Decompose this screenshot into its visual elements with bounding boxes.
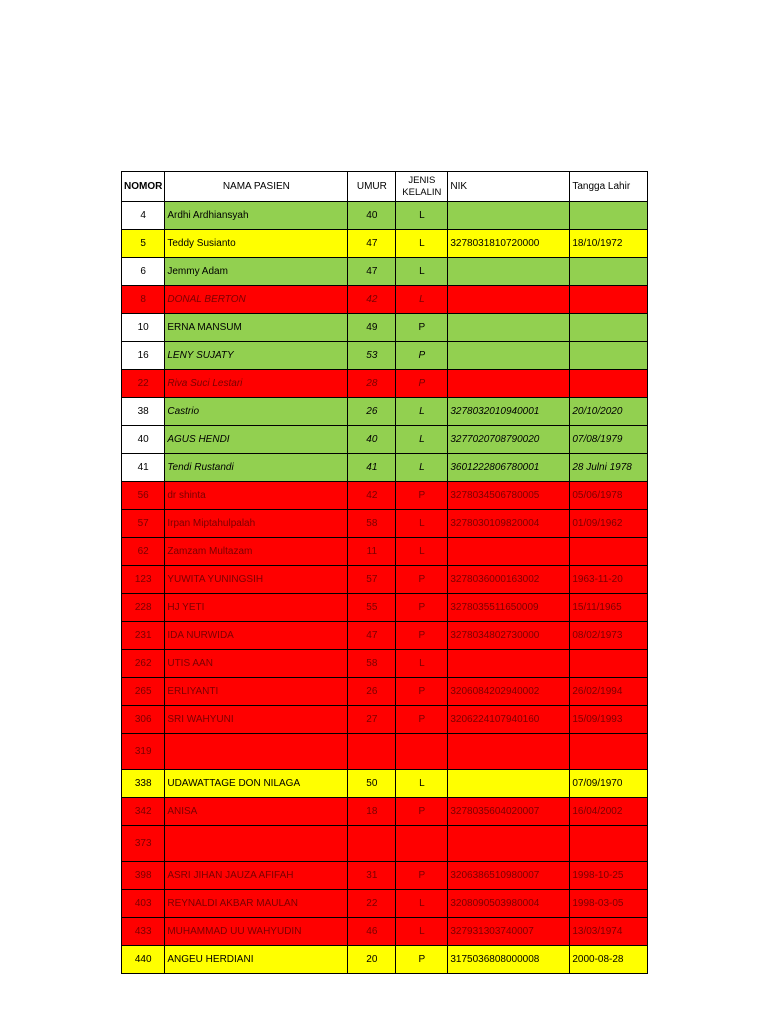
- cell-nama-pasien: DONAL BERTON: [165, 286, 348, 314]
- cell-nik: [448, 202, 570, 230]
- header-umur: UMUR: [348, 172, 396, 202]
- table-row: [122, 918, 648, 946]
- cell-nik: 3278034802730000: [448, 622, 570, 650]
- table-row: [122, 538, 648, 566]
- cell-nomor: 373: [122, 826, 165, 862]
- table-row: [122, 426, 648, 454]
- cell-umur: 20: [348, 946, 396, 974]
- cell-nik: [448, 538, 570, 566]
- cell-umur: 49: [348, 314, 396, 342]
- cell-nomor: 440: [122, 946, 165, 974]
- cell-nik: [448, 286, 570, 314]
- cell-nik: 3277020708790020: [448, 426, 570, 454]
- cell-nomor: 319: [122, 734, 165, 770]
- cell-jenis-kelamin: P: [396, 314, 448, 342]
- cell-nik: 3278032010940001: [448, 398, 570, 426]
- cell-umur: 11: [348, 538, 396, 566]
- cell-umur: 40: [348, 202, 396, 230]
- cell-nik: [448, 650, 570, 678]
- table-row: [122, 622, 648, 650]
- table-row: [122, 890, 648, 918]
- cell-umur: 31: [348, 862, 396, 890]
- cell-tanggal-lahir: [570, 650, 648, 678]
- cell-nomor: 40: [122, 426, 165, 454]
- header-jenis-kelamin: JENIS KELALIN: [396, 172, 448, 202]
- cell-nomor: 41: [122, 454, 165, 482]
- cell-nomor: 231: [122, 622, 165, 650]
- cell-tanggal-lahir: 15/11/1965: [570, 594, 648, 622]
- cell-umur: 27: [348, 706, 396, 734]
- cell-tanggal-lahir: 07/09/1970: [570, 770, 648, 798]
- cell-nama-pasien: AGUS HENDI: [165, 426, 348, 454]
- cell-tanggal-lahir: 05/06/1978: [570, 482, 648, 510]
- cell-jenis-kelamin: P: [396, 370, 448, 398]
- cell-nomor: 5: [122, 230, 165, 258]
- cell-nomor: 398: [122, 862, 165, 890]
- cell-nama-pasien: ERLIYANTI: [165, 678, 348, 706]
- cell-nama-pasien: Tendi Rustandi: [165, 454, 348, 482]
- cell-nomor: 10: [122, 314, 165, 342]
- cell-umur: [348, 826, 396, 862]
- cell-jenis-kelamin: L: [396, 426, 448, 454]
- table-row: [122, 946, 648, 974]
- cell-jenis-kelamin: L: [396, 258, 448, 286]
- cell-nama-pasien: [165, 734, 348, 770]
- cell-nik: [448, 314, 570, 342]
- cell-nama-pasien: [165, 826, 348, 862]
- cell-nama-pasien: dr shinta: [165, 482, 348, 510]
- cell-nomor: 403: [122, 890, 165, 918]
- cell-nik: 3278034506780005: [448, 482, 570, 510]
- header-nomor: NOMOR: [122, 172, 165, 202]
- cell-tanggal-lahir: 01/09/1962: [570, 510, 648, 538]
- cell-jenis-kelamin: P: [396, 622, 448, 650]
- cell-umur: 47: [348, 230, 396, 258]
- cell-tanggal-lahir: 15/09/1993: [570, 706, 648, 734]
- cell-umur: 40: [348, 426, 396, 454]
- cell-nama-pasien: ANGEU HERDIANI: [165, 946, 348, 974]
- table-row: [122, 258, 648, 286]
- cell-nomor: 16: [122, 342, 165, 370]
- header-row: [122, 172, 648, 202]
- cell-nomor: 262: [122, 650, 165, 678]
- cell-tanggal-lahir: [570, 734, 648, 770]
- cell-jenis-kelamin: L: [396, 202, 448, 230]
- cell-umur: 41: [348, 454, 396, 482]
- table-row: [122, 230, 648, 258]
- header-nama-pasien: NAMA PASIEN: [165, 172, 348, 202]
- cell-nama-pasien: REYNALDI AKBAR MAULAN: [165, 890, 348, 918]
- cell-nama-pasien: UTIS AAN: [165, 650, 348, 678]
- cell-jenis-kelamin: L: [396, 770, 448, 798]
- cell-nama-pasien: IDA NURWIDA: [165, 622, 348, 650]
- cell-nomor: 342: [122, 798, 165, 826]
- cell-tanggal-lahir: 1963-11-20: [570, 566, 648, 594]
- cell-jenis-kelamin: L: [396, 890, 448, 918]
- cell-nik: [448, 258, 570, 286]
- cell-nomor: 4: [122, 202, 165, 230]
- cell-nik: 3278035604020007: [448, 798, 570, 826]
- cell-jenis-kelamin: L: [396, 510, 448, 538]
- header-nik: NIK: [448, 172, 570, 202]
- table-row: [122, 510, 648, 538]
- cell-tanggal-lahir: 16/04/2002: [570, 798, 648, 826]
- cell-nik: 3601222806780001: [448, 454, 570, 482]
- cell-umur: 47: [348, 258, 396, 286]
- cell-nomor: 62: [122, 538, 165, 566]
- header-tanggal-lahir: Tangga Lahir: [570, 172, 648, 202]
- cell-nama-pasien: ASRI JIHAN JAUZA AFIFAH: [165, 862, 348, 890]
- cell-nama-pasien: ANISA: [165, 798, 348, 826]
- table-row: [122, 482, 648, 510]
- table-row: [122, 826, 648, 862]
- cell-nomor: 265: [122, 678, 165, 706]
- cell-tanggal-lahir: 07/08/1979: [570, 426, 648, 454]
- cell-tanggal-lahir: [570, 342, 648, 370]
- cell-jenis-kelamin: L: [396, 230, 448, 258]
- cell-nik: 3208090503980004: [448, 890, 570, 918]
- cell-umur: 42: [348, 482, 396, 510]
- cell-jenis-kelamin: P: [396, 342, 448, 370]
- cell-tanggal-lahir: [570, 286, 648, 314]
- cell-jenis-kelamin: L: [396, 398, 448, 426]
- cell-nik: 3278030109820004: [448, 510, 570, 538]
- cell-jenis-kelamin: P: [396, 482, 448, 510]
- cell-nik: 3206084202940002: [448, 678, 570, 706]
- table-row: [122, 678, 648, 706]
- table-row: [122, 202, 648, 230]
- cell-nik: [448, 826, 570, 862]
- cell-umur: 46: [348, 918, 396, 946]
- cell-nama-pasien: Riva Suci Lestari: [165, 370, 348, 398]
- table-row: [122, 706, 648, 734]
- table-row: [122, 454, 648, 482]
- table-row: [122, 314, 648, 342]
- cell-tanggal-lahir: 20/10/2020: [570, 398, 648, 426]
- table-row: [122, 342, 648, 370]
- table-row: [122, 286, 648, 314]
- cell-tanggal-lahir: 13/03/1974: [570, 918, 648, 946]
- cell-tanggal-lahir: 26/02/1994: [570, 678, 648, 706]
- table-row: [122, 650, 648, 678]
- table-row: [122, 770, 648, 798]
- cell-nama-pasien: Zamzam Multazam: [165, 538, 348, 566]
- table-row: [122, 594, 648, 622]
- cell-jenis-kelamin: P: [396, 946, 448, 974]
- cell-nik: [448, 370, 570, 398]
- cell-nomor: 22: [122, 370, 165, 398]
- cell-jenis-kelamin: L: [396, 538, 448, 566]
- cell-jenis-kelamin: L: [396, 454, 448, 482]
- cell-nik: 3206224107940160: [448, 706, 570, 734]
- cell-tanggal-lahir: 2000-08-28: [570, 946, 648, 974]
- cell-nik: 3175036808000008: [448, 946, 570, 974]
- cell-umur: 26: [348, 398, 396, 426]
- cell-tanggal-lahir: [570, 538, 648, 566]
- cell-umur: 18: [348, 798, 396, 826]
- patient-table: [121, 171, 648, 974]
- cell-jenis-kelamin: P: [396, 594, 448, 622]
- cell-jenis-kelamin: P: [396, 566, 448, 594]
- cell-umur: [348, 734, 396, 770]
- cell-umur: 42: [348, 286, 396, 314]
- cell-nama-pasien: Ardhi Ardhiansyah: [165, 202, 348, 230]
- cell-nama-pasien: Jemmy Adam: [165, 258, 348, 286]
- cell-nama-pasien: ERNA MANSUM: [165, 314, 348, 342]
- cell-tanggal-lahir: [570, 258, 648, 286]
- cell-nomor: 6: [122, 258, 165, 286]
- cell-nama-pasien: MUHAMMAD UU WAHYUDIN: [165, 918, 348, 946]
- table-body: [122, 202, 648, 974]
- cell-tanggal-lahir: 1998-10-25: [570, 862, 648, 890]
- cell-nama-pasien: SRI WAHYUNI: [165, 706, 348, 734]
- cell-nik: 3206386510980007: [448, 862, 570, 890]
- cell-jenis-kelamin: P: [396, 706, 448, 734]
- cell-umur: 22: [348, 890, 396, 918]
- cell-nik: [448, 342, 570, 370]
- cell-tanggal-lahir: [570, 202, 648, 230]
- cell-tanggal-lahir: 28 Julni 1978: [570, 454, 648, 482]
- cell-umur: 47: [348, 622, 396, 650]
- cell-tanggal-lahir: 1998-03-05: [570, 890, 648, 918]
- cell-nomor: 123: [122, 566, 165, 594]
- cell-nik: 3278036000163002: [448, 566, 570, 594]
- cell-jenis-kelamin: L: [396, 650, 448, 678]
- cell-umur: 50: [348, 770, 396, 798]
- table-row: [122, 566, 648, 594]
- cell-nomor: 56: [122, 482, 165, 510]
- cell-nama-pasien: LENY SUJATY: [165, 342, 348, 370]
- cell-nama-pasien: YUWITA YUNINGSIH: [165, 566, 348, 594]
- cell-nik: 3278035511650009: [448, 594, 570, 622]
- cell-nik: [448, 734, 570, 770]
- cell-tanggal-lahir: [570, 314, 648, 342]
- cell-umur: 26: [348, 678, 396, 706]
- cell-nik: 3278031810720000: [448, 230, 570, 258]
- cell-nama-pasien: HJ YETI: [165, 594, 348, 622]
- cell-umur: 55: [348, 594, 396, 622]
- cell-nomor: 38: [122, 398, 165, 426]
- cell-umur: 57: [348, 566, 396, 594]
- cell-jenis-kelamin: [396, 734, 448, 770]
- cell-nama-pasien: Castrio: [165, 398, 348, 426]
- table-row: [122, 370, 648, 398]
- cell-umur: 58: [348, 510, 396, 538]
- cell-jenis-kelamin: P: [396, 798, 448, 826]
- cell-jenis-kelamin: P: [396, 678, 448, 706]
- table-row: [122, 734, 648, 770]
- cell-nama-pasien: Irpan Miptahulpalah: [165, 510, 348, 538]
- cell-nik: [448, 770, 570, 798]
- cell-tanggal-lahir: 08/02/1973: [570, 622, 648, 650]
- cell-jenis-kelamin: L: [396, 918, 448, 946]
- cell-nomor: 306: [122, 706, 165, 734]
- cell-nama-pasien: UDAWATTAGE DON NILAGA: [165, 770, 348, 798]
- cell-umur: 58: [348, 650, 396, 678]
- cell-tanggal-lahir: 18/10/1972: [570, 230, 648, 258]
- cell-nomor: 57: [122, 510, 165, 538]
- cell-jenis-kelamin: P: [396, 862, 448, 890]
- cell-nomor: 338: [122, 770, 165, 798]
- cell-umur: 53: [348, 342, 396, 370]
- cell-umur: 28: [348, 370, 396, 398]
- table-row: [122, 798, 648, 826]
- cell-jenis-kelamin: L: [396, 286, 448, 314]
- cell-tanggal-lahir: [570, 826, 648, 862]
- cell-nama-pasien: Teddy Susianto: [165, 230, 348, 258]
- cell-nik: 327931303740007: [448, 918, 570, 946]
- cell-jenis-kelamin: [396, 826, 448, 862]
- table-row: [122, 862, 648, 890]
- cell-nomor: 433: [122, 918, 165, 946]
- cell-nomor: 8: [122, 286, 165, 314]
- table-row: [122, 398, 648, 426]
- cell-tanggal-lahir: [570, 370, 648, 398]
- cell-nomor: 228: [122, 594, 165, 622]
